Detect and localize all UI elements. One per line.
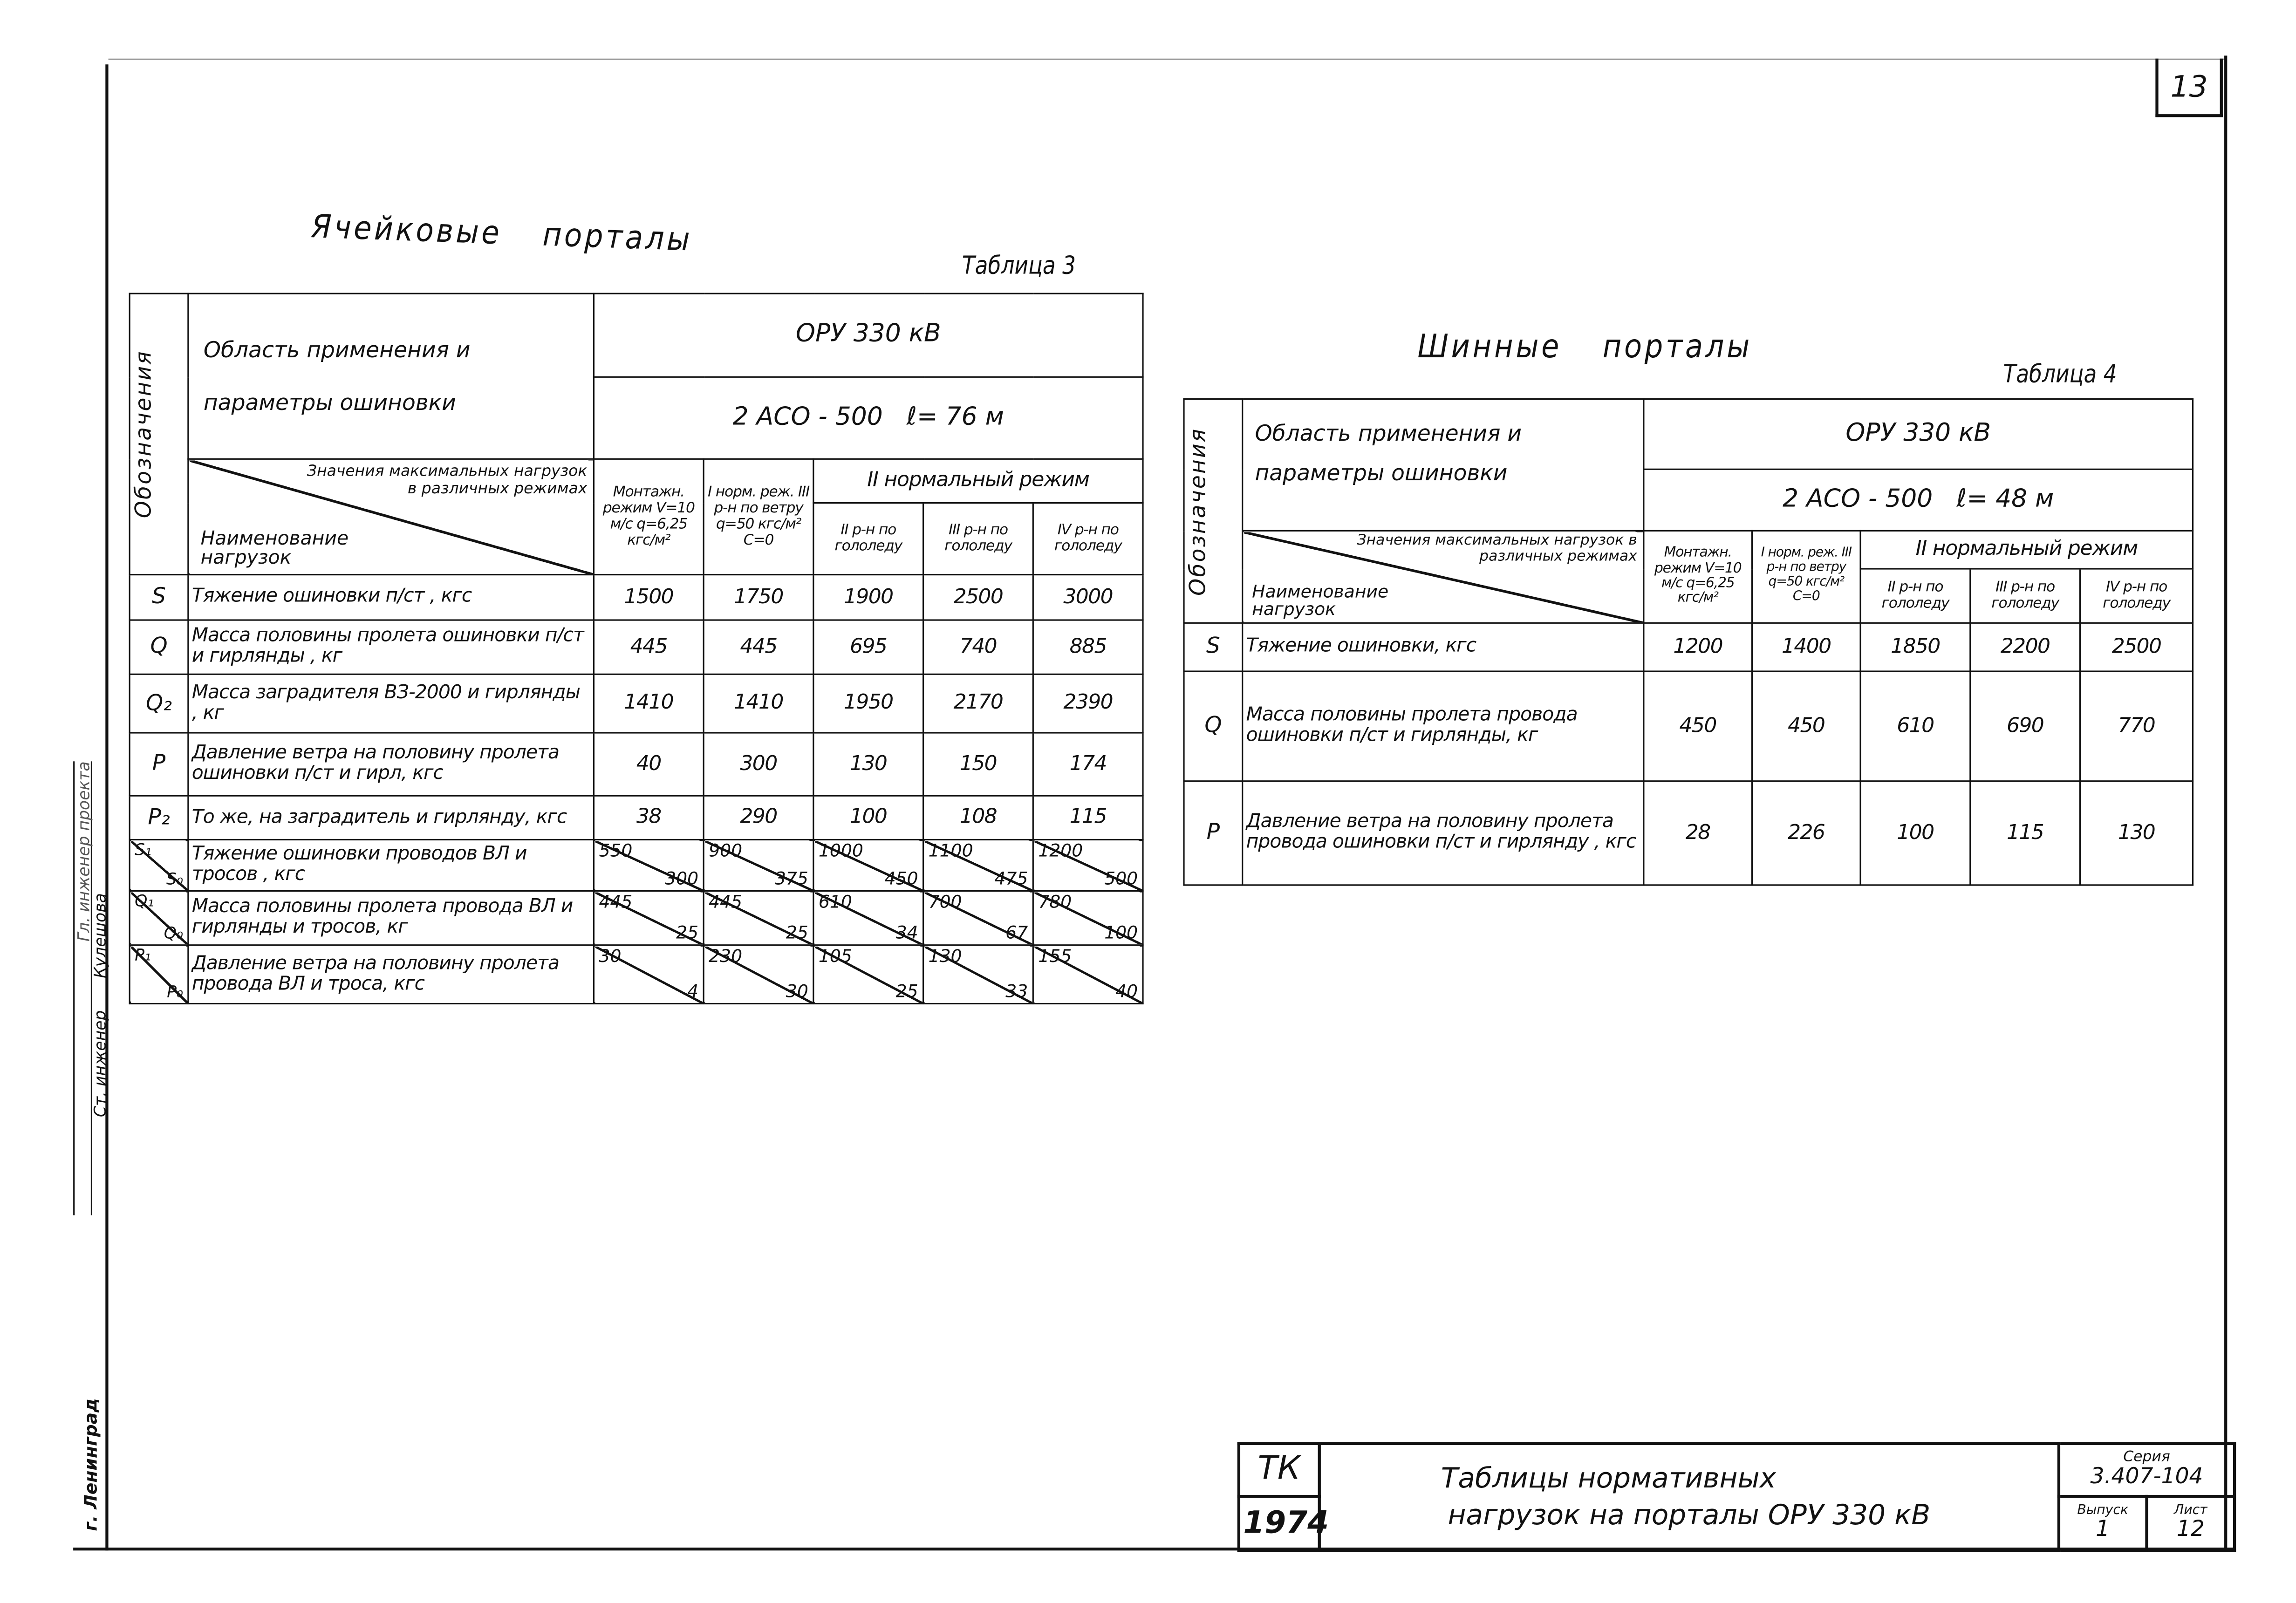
corner-header bbox=[1243, 531, 1644, 623]
value-top: 1200 bbox=[1038, 840, 1083, 861]
margin-name2-text: Кулешова bbox=[90, 893, 110, 978]
table3 bbox=[129, 293, 1144, 1004]
corner-bottom-text: Наименование нагрузок bbox=[1252, 581, 1389, 620]
row-value-split bbox=[923, 891, 1033, 945]
row-value: 100 bbox=[1860, 781, 1970, 885]
value-top: 30 bbox=[599, 946, 622, 967]
value-bottom: 33 bbox=[1005, 982, 1028, 1003]
value-top: 550 bbox=[599, 840, 633, 861]
row-symbol: P bbox=[130, 733, 188, 796]
series-label: Серия bbox=[2123, 1449, 2170, 1466]
row-value-split bbox=[1033, 891, 1143, 945]
symbol-bottom: Q₀ bbox=[164, 924, 183, 944]
mode-ice-2: II р-н по гололеду bbox=[1860, 569, 1970, 623]
row-value-split bbox=[594, 891, 704, 945]
row-value: 115 bbox=[1033, 796, 1143, 839]
mode-mounting: Монтажн. режим V=10 м/с q=6,25 кгс/м² bbox=[594, 459, 704, 574]
issue-cell bbox=[2059, 1496, 2147, 1550]
mode-wind: I норм. реж. III р-н по ветру q=50 кгс/м² C=0 bbox=[704, 459, 813, 574]
row-name: Масса половины пролета ошиновки п/ст и гирлянды , кг bbox=[188, 620, 594, 674]
row-value: 1400 bbox=[1752, 623, 1860, 671]
value-bottom: 25 bbox=[895, 982, 918, 1003]
corner-top-text: Значения максимальных нагрузок в различных режимах bbox=[307, 463, 588, 498]
row-value: 100 bbox=[813, 796, 923, 839]
row-value-split bbox=[594, 945, 704, 1004]
row-value-split bbox=[813, 945, 923, 1004]
table-row bbox=[130, 796, 1143, 839]
substation-header: ОРУ 330 кВ bbox=[594, 293, 1143, 377]
margin-role1-text: Гл. инженер проекта bbox=[75, 761, 94, 942]
row-name: Давление ветра на половину пролета провода ВЛ и троса, кгс bbox=[188, 945, 594, 1004]
row-name: Масса половины пролета провода ВЛ и гирлянды и тросов, кг bbox=[188, 891, 594, 945]
value-bottom: 30 bbox=[786, 982, 808, 1003]
mode-ice-3: III р-н по гололеду bbox=[1970, 569, 2080, 623]
mode-normal: II нормальный режим bbox=[1860, 531, 2193, 569]
row-value: 130 bbox=[2080, 781, 2193, 885]
row-value: 1500 bbox=[594, 575, 704, 620]
row-value: 445 bbox=[704, 620, 813, 674]
designation-header bbox=[1184, 399, 1243, 623]
row-name: Давление ветра на половину пролета провода ошиновки п/ст и гирлянду , кгс bbox=[1243, 781, 1644, 885]
row-name: Масса половины пролета провода ошиновки п/ст и гирлянды, кг bbox=[1243, 671, 1644, 781]
row-value: 130 bbox=[813, 733, 923, 796]
sheet-cell bbox=[2146, 1496, 2234, 1550]
row-name: Тяжение ошиновки п/ст , кгс bbox=[188, 575, 594, 620]
row-value: 174 bbox=[1033, 733, 1143, 796]
row-value: 695 bbox=[813, 620, 923, 674]
scope-header: Область применения и параметры ошиновки bbox=[188, 293, 594, 459]
row-symbol: P₂ bbox=[130, 796, 188, 839]
row-value: 770 bbox=[2080, 671, 2193, 781]
value-top: 445 bbox=[599, 892, 633, 913]
table-row bbox=[130, 575, 1143, 620]
sheet-label: Лист bbox=[2173, 1503, 2207, 1518]
corner-bottom-text: Наименование нагрузок bbox=[200, 528, 349, 570]
value-top: 610 bbox=[818, 892, 852, 913]
org-code: ТК bbox=[1239, 1444, 1319, 1496]
value-bottom: 34 bbox=[895, 923, 918, 944]
value-top: 900 bbox=[709, 840, 743, 861]
mode-mounting: Монтажн. режим V=10 м/с q=6,25 кгс/м² bbox=[1644, 531, 1752, 623]
value-top: 700 bbox=[928, 892, 962, 913]
row-value-split bbox=[704, 945, 813, 1004]
row-value: 445 bbox=[594, 620, 704, 674]
value-bottom: 375 bbox=[774, 869, 808, 890]
table-row bbox=[1184, 781, 2193, 885]
corner-header bbox=[188, 459, 594, 574]
value-top: 1000 bbox=[818, 840, 863, 861]
conductor-header bbox=[594, 377, 1143, 459]
row-value: 2200 bbox=[1970, 623, 2080, 671]
value-bottom: 4 bbox=[687, 982, 699, 1003]
row-value: 690 bbox=[1970, 671, 2080, 781]
table-row bbox=[130, 733, 1143, 796]
sheet-value: 12 bbox=[2176, 1515, 2205, 1542]
value-top: 155 bbox=[1038, 946, 1072, 967]
value-top: 105 bbox=[818, 946, 852, 967]
value-bottom: 500 bbox=[1104, 869, 1138, 890]
row-value-split bbox=[923, 945, 1033, 1004]
row-value: 1200 bbox=[1644, 623, 1752, 671]
value-bottom: 67 bbox=[1005, 923, 1028, 944]
margin-role2-text: Ст. инженер bbox=[90, 1010, 110, 1118]
row-value-split bbox=[923, 839, 1033, 891]
row-symbol: P bbox=[1184, 781, 1243, 885]
value-top: 780 bbox=[1038, 892, 1072, 913]
value-top: 230 bbox=[709, 946, 743, 967]
symbol-top: S₁ bbox=[135, 840, 151, 859]
row-value: 2170 bbox=[923, 674, 1033, 733]
row-value-split bbox=[1033, 945, 1143, 1004]
value-bottom: 475 bbox=[994, 869, 1028, 890]
series-value: 3.407-104 bbox=[2090, 1463, 2203, 1490]
margin-role1 bbox=[75, 761, 92, 1215]
row-value: 450 bbox=[1644, 671, 1752, 781]
row-value: 150 bbox=[923, 733, 1033, 796]
frame-top-line bbox=[109, 59, 2226, 60]
value-bottom: 25 bbox=[676, 923, 699, 944]
series-cell bbox=[2059, 1444, 2234, 1496]
table-row bbox=[130, 674, 1143, 733]
row-name: То же, на заградитель и гирлянду, кгс bbox=[188, 796, 594, 839]
row-value: 1410 bbox=[594, 674, 704, 733]
row-value: 290 bbox=[704, 796, 813, 839]
row-value: 610 bbox=[1860, 671, 1970, 781]
row-value: 226 bbox=[1752, 781, 1860, 885]
value-bottom: 100 bbox=[1104, 923, 1138, 944]
row-name: Тяжение ошиновки проводов ВЛ и тросов , кгс bbox=[188, 839, 594, 891]
row-value: 2390 bbox=[1033, 674, 1143, 733]
sheet-title-line2: нагрузок на порталы ОРУ 330 кВ bbox=[1448, 1498, 1931, 1531]
value-top: 130 bbox=[928, 946, 962, 967]
row-value: 450 bbox=[1752, 671, 1860, 781]
row-symbol: Q bbox=[130, 620, 188, 674]
issue-label: Выпуск bbox=[2077, 1503, 2129, 1518]
row-value: 740 bbox=[923, 620, 1033, 674]
table4-section-title: Шинные порталы bbox=[1417, 329, 1752, 366]
designation-header-text: Обозначения bbox=[130, 350, 157, 518]
row-value: 1900 bbox=[813, 575, 923, 620]
table-row-split bbox=[130, 891, 1143, 945]
row-value: 1410 bbox=[704, 674, 813, 733]
value-top: 445 bbox=[709, 892, 743, 913]
row-value-split bbox=[813, 839, 923, 891]
value-top: 1100 bbox=[928, 840, 973, 861]
conductor: 2 АСО - 500 bbox=[732, 402, 883, 431]
table4-label: Таблица 4 bbox=[2003, 360, 2117, 390]
designation-header-text: Обозначения bbox=[1184, 427, 1211, 595]
symbol-bottom: S₀ bbox=[166, 870, 183, 890]
row-value: 885 bbox=[1033, 620, 1143, 674]
sheet-title-line1: Таблицы нормативных bbox=[1441, 1462, 1777, 1495]
value-bottom: 40 bbox=[1115, 982, 1138, 1003]
mode-normal: II нормальный режим bbox=[813, 459, 1143, 503]
row-value-split bbox=[704, 839, 813, 891]
sheet-title bbox=[1319, 1444, 2059, 1550]
margin-role2 bbox=[90, 761, 110, 1215]
span-length: ℓ= 76 м bbox=[906, 402, 1004, 431]
row-value: 1750 bbox=[704, 575, 813, 620]
value-bottom: 300 bbox=[665, 869, 699, 890]
row-value: 300 bbox=[704, 733, 813, 796]
mode-ice-2: II р-н по гололеду bbox=[813, 503, 923, 575]
row-value: 40 bbox=[594, 733, 704, 796]
row-value: 38 bbox=[594, 796, 704, 839]
row-symbol: Q bbox=[1184, 671, 1243, 781]
row-name: Давление ветра на половину пролета ошиновки п/ст и гирл, кгс bbox=[188, 733, 594, 796]
row-name: Масса заградителя ВЗ-2000 и гирлянды , кг bbox=[188, 674, 594, 733]
conductor: 2 АСО - 500 bbox=[1783, 484, 1933, 513]
table4 bbox=[1183, 398, 2194, 886]
mode-wind: I норм. реж. III р-н по ветру q=50 кгс/м² C=0 bbox=[1752, 531, 1860, 623]
table-row-split bbox=[130, 945, 1143, 1004]
scope-header: Область применения и параметры ошиновки bbox=[1243, 399, 1644, 531]
mode-ice-3: III р-н по гололеду bbox=[923, 503, 1033, 575]
row-value: 108 bbox=[923, 796, 1033, 839]
corner-top-text: Значения максимальных нагрузок в различных режимах bbox=[1357, 533, 1637, 565]
frame-right-line bbox=[2224, 55, 2227, 1549]
table-row bbox=[1184, 623, 2193, 671]
year: 1974 bbox=[1239, 1496, 1319, 1550]
designation-header bbox=[130, 293, 188, 574]
row-value: 1850 bbox=[1860, 623, 1970, 671]
row-value: 3000 bbox=[1033, 575, 1143, 620]
row-value: 1950 bbox=[813, 674, 923, 733]
row-value: 115 bbox=[1970, 781, 2080, 885]
conductor-header bbox=[1644, 469, 2193, 531]
symbol-bottom: P₀ bbox=[167, 983, 183, 1003]
table3-label: Таблица 3 bbox=[962, 252, 1076, 281]
symbol-top: P₁ bbox=[135, 946, 151, 965]
row-value: 2500 bbox=[923, 575, 1033, 620]
row-value-split bbox=[1033, 839, 1143, 891]
row-value-split bbox=[813, 891, 923, 945]
margin-city: г. Ленинград bbox=[80, 1398, 101, 1531]
row-value-split bbox=[704, 891, 813, 945]
mode-ice-4: IV р-н по гололеду bbox=[1033, 503, 1143, 575]
table-row bbox=[130, 620, 1143, 674]
value-bottom: 25 bbox=[786, 923, 808, 944]
row-value: 28 bbox=[1644, 781, 1752, 885]
value-bottom: 450 bbox=[884, 869, 918, 890]
row-symbol-split bbox=[130, 891, 188, 945]
row-value: 2500 bbox=[2080, 623, 2193, 671]
row-name: Тяжение ошиновки, кгс bbox=[1243, 623, 1644, 671]
table-row bbox=[1184, 671, 2193, 781]
table-row-split bbox=[130, 839, 1143, 891]
row-symbol-split bbox=[130, 839, 188, 891]
row-symbol: S bbox=[1184, 623, 1243, 671]
margin-stamp bbox=[73, 761, 110, 1215]
span-length: ℓ= 48 м bbox=[1956, 484, 2054, 513]
table3-section-title: Ячейковые порталы bbox=[310, 209, 693, 259]
substation-header: ОРУ 330 кВ bbox=[1644, 399, 2193, 469]
title-block bbox=[1237, 1442, 2236, 1552]
row-symbol: S bbox=[130, 575, 188, 620]
symbol-top: Q₁ bbox=[135, 892, 154, 911]
row-symbol-split bbox=[130, 945, 188, 1004]
page-number: 13 bbox=[2155, 59, 2223, 117]
row-symbol: Q₂ bbox=[130, 674, 188, 733]
issue-value: 1 bbox=[2096, 1515, 2110, 1542]
mode-ice-4: IV р-н по гололеду bbox=[2080, 569, 2193, 623]
row-value-split bbox=[594, 839, 704, 891]
